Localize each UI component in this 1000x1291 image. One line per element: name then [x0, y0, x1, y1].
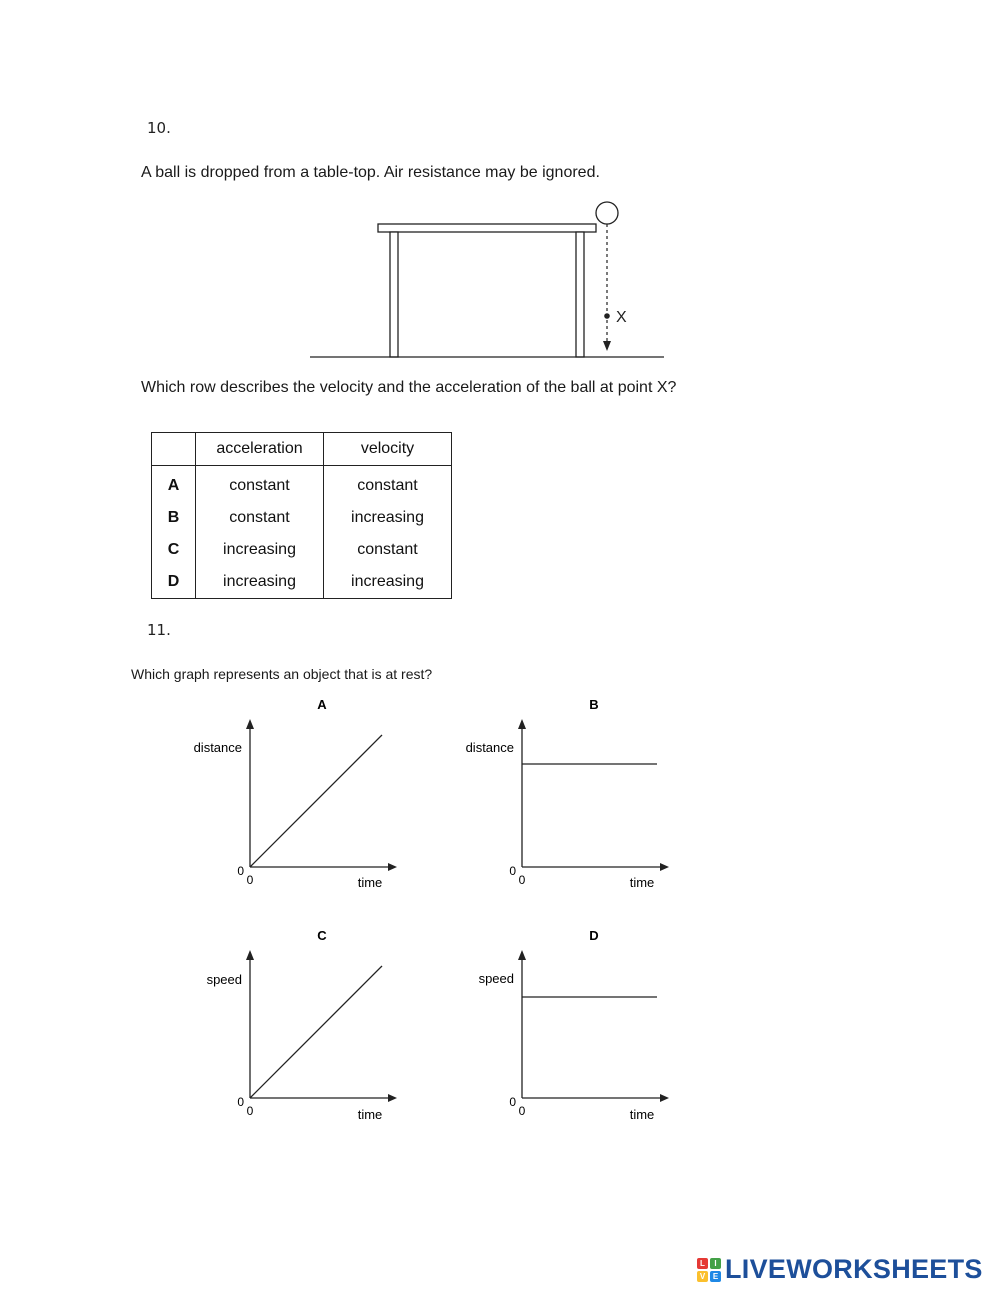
answer-table: [151, 432, 452, 599]
graph-title: D: [589, 928, 599, 943]
graph-title: A: [317, 697, 327, 712]
x-axis-label: time: [357, 875, 383, 890]
ball: [596, 202, 618, 224]
row-velocity: constant: [324, 466, 452, 503]
row-velocity: increasing: [324, 502, 452, 534]
graph-c: [180, 926, 410, 1131]
x-origin-label: 0: [246, 873, 254, 887]
y-origin-label: 0: [509, 864, 516, 878]
x-axis-arrowhead: [660, 1094, 669, 1102]
fall-arrowhead: [603, 341, 611, 351]
row-velocity: constant: [324, 534, 452, 566]
graph-title: B: [589, 697, 599, 712]
data-line: [250, 735, 382, 867]
table-leg-right: [576, 232, 584, 357]
x-axis-label: time: [629, 1107, 655, 1122]
point-x-label: X: [616, 309, 627, 326]
row-acceleration: increasing: [196, 566, 324, 599]
point-x-dot: [604, 313, 610, 319]
question-10-number: 10.: [147, 119, 171, 137]
answer-table-header: [152, 433, 452, 466]
y-origin-label: 0: [237, 1095, 244, 1109]
y-axis-arrowhead: [246, 950, 254, 960]
x-axis-arrowhead: [388, 863, 397, 871]
liveworksheets-logo[interactable]: [697, 1254, 983, 1285]
row-acceleration: increasing: [196, 534, 324, 566]
header-blank: [152, 433, 196, 466]
y-axis-label: distance: [465, 740, 514, 755]
row-letter: A: [152, 466, 196, 503]
x-axis-label: time: [629, 875, 655, 890]
x-axis-arrowhead: [388, 1094, 397, 1102]
logo-letter-tile: E: [710, 1271, 721, 1282]
header-velocity: velocity: [324, 433, 452, 466]
question-10-prompt: Which row describes the velocity and the acceleration of the ball at point X?: [141, 379, 677, 396]
table-top: [378, 224, 596, 232]
graph-d: [452, 926, 682, 1131]
table-leg-left: [390, 232, 398, 357]
y-axis-label: speed: [206, 972, 242, 987]
row-letter: B: [152, 502, 196, 534]
row-letter: C: [152, 534, 196, 566]
x-axis-label: time: [357, 1107, 383, 1122]
logo-letter-tile: L: [697, 1258, 708, 1269]
table-row: [152, 534, 452, 566]
logo-letter-tile: V: [697, 1271, 708, 1282]
question-11-number: 11.: [147, 621, 171, 639]
y-origin-label: 0: [237, 864, 244, 878]
row-velocity: increasing: [324, 566, 452, 599]
table-row: [152, 466, 452, 503]
question-10-stem: A ball is dropped from a table-top. Air resistance may be ignored.: [141, 164, 600, 181]
logo-letter-tile: I: [710, 1258, 721, 1269]
data-line: [250, 966, 382, 1098]
header-acceleration: acceleration: [196, 433, 324, 466]
x-origin-label: 0: [518, 1104, 526, 1118]
row-acceleration: constant: [196, 502, 324, 534]
logo-text: LIVEWORKSHEETS: [725, 1254, 983, 1284]
table-row: [152, 502, 452, 534]
row-acceleration: constant: [196, 466, 324, 503]
logo-mark-icon: [697, 1258, 721, 1282]
graph-b: [452, 695, 682, 900]
y-axis-arrowhead: [518, 719, 526, 729]
y-axis-arrowhead: [518, 950, 526, 960]
graph-title: C: [317, 928, 327, 943]
table-ball-diagram: [300, 195, 680, 365]
y-axis-label: speed: [478, 971, 514, 986]
y-axis-label: distance: [193, 740, 242, 755]
x-axis-arrowhead: [660, 863, 669, 871]
x-origin-label: 0: [518, 873, 526, 887]
table-row: [152, 566, 452, 599]
row-letter: D: [152, 566, 196, 599]
question-11-prompt: Which graph represents an object that is at rest?: [131, 666, 433, 682]
y-axis-arrowhead: [246, 719, 254, 729]
y-origin-label: 0: [509, 1095, 516, 1109]
graph-a: [180, 695, 410, 900]
x-origin-label: 0: [246, 1104, 254, 1118]
